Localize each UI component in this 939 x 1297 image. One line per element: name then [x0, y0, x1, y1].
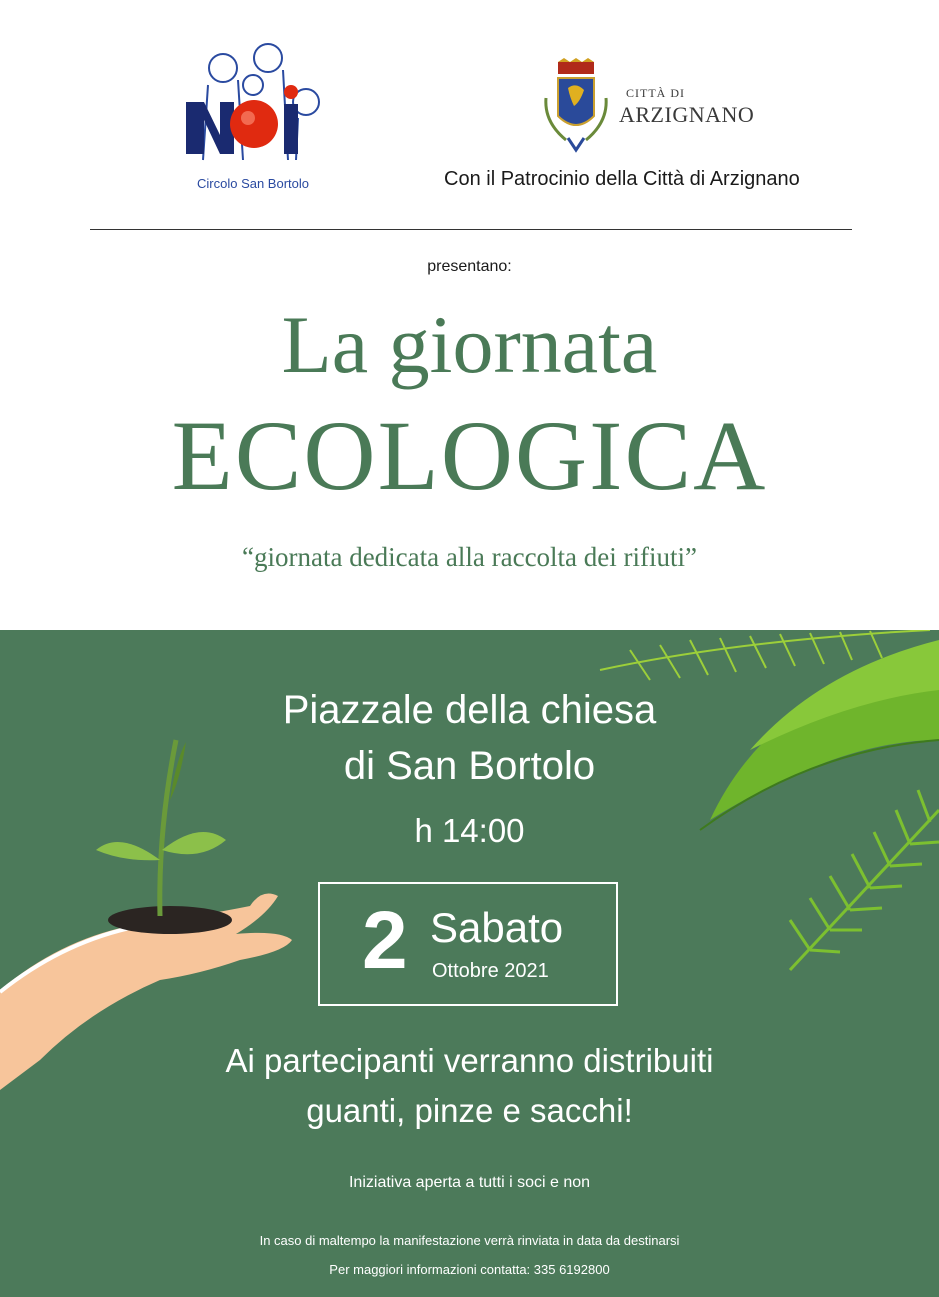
city-prefix: CITTÀ DI	[626, 86, 685, 100]
logo-caption: Circolo San Bortolo	[197, 176, 309, 191]
palm-leaves-icon	[590, 630, 939, 990]
title-line2: ECOLOGICA	[171, 400, 768, 511]
divider	[90, 229, 852, 230]
event-time: h 14:00	[414, 812, 525, 849]
event-place-line1: Piazzale della chiesa	[282, 688, 657, 732]
open-to-text: Iniziativa aperta a tutti i soci e non	[348, 1174, 591, 1191]
event-section	[0, 630, 939, 1297]
title-line1: La giornata	[281, 299, 658, 390]
month-year: Ottobre 2021	[432, 960, 549, 982]
date-box	[318, 882, 618, 1006]
patronage-text: Con il Patrocinio della Città di Arzignano	[444, 168, 800, 190]
event-place-line2: di San Bortolo	[343, 744, 596, 788]
city-crest-icon	[538, 58, 614, 154]
noi-logo-icon	[178, 40, 328, 190]
day-number: 2	[362, 895, 408, 986]
hand-plant-icon	[0, 730, 300, 1150]
intro-text: presentano:	[427, 258, 512, 275]
header-section	[0, 0, 939, 630]
city-name: ARZIGNANO	[619, 102, 755, 127]
subtitle: “giornata dedicata alla raccolta dei rifiuti”	[242, 542, 697, 572]
day-name: Sabato	[430, 904, 564, 951]
bad-weather-note: In caso di maltempo la manifestazione verrà rinviata in data da destinarsi	[259, 1233, 680, 1248]
contact-info: Per maggiori informazioni contatta: 335 6192800	[329, 1262, 610, 1277]
distribution-line2: guanti, pinze e sacchi!	[306, 1092, 633, 1129]
distribution-line1: Ai partecipanti verranno distribuiti	[225, 1042, 714, 1079]
